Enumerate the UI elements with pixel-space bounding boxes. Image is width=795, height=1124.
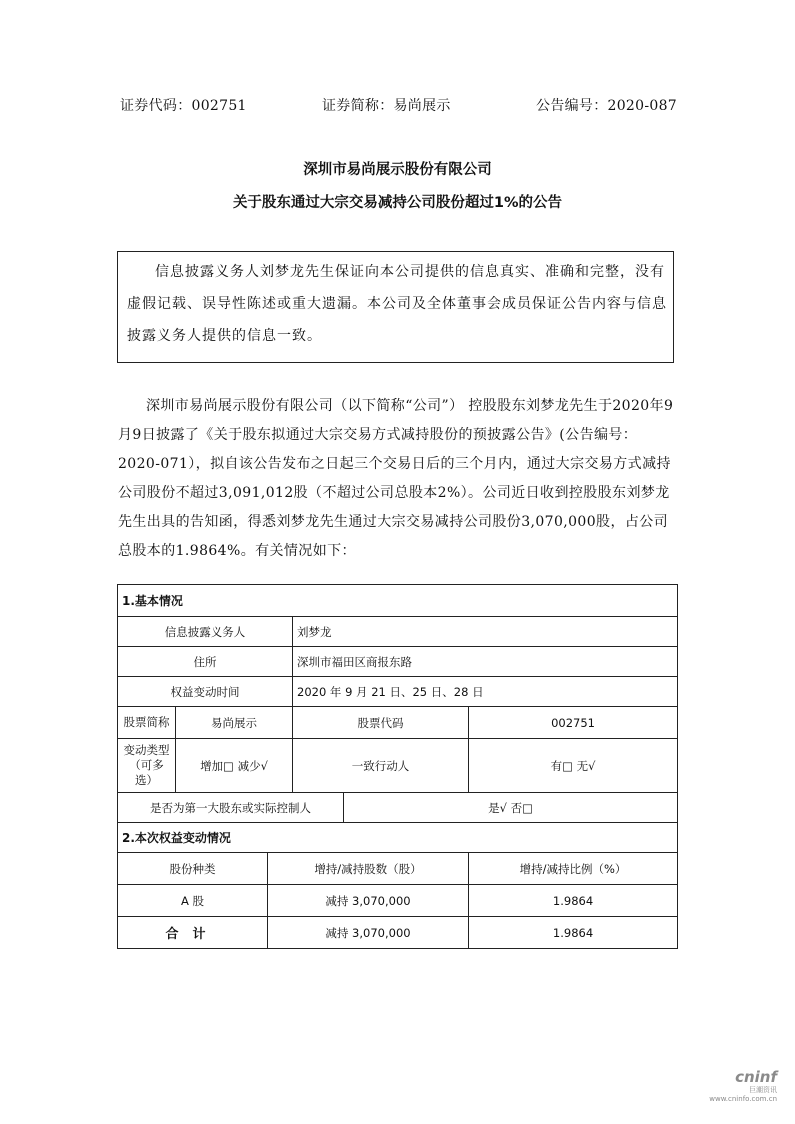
total-row <box>118 917 678 949</box>
cell-value: 刘梦龙 <box>293 617 678 647</box>
disclaimer-box: 信息披露义务人刘梦龙先生保证向本公司提供的信息真实、准确和完整，没有虚假记载、误导性陈述或重大遗漏。本公司及全体董事会成员保证公告内容与信息披露义务人提供的信息一致。 <box>117 251 674 363</box>
cell-label: 股票简称 <box>118 707 176 739</box>
section-title: 1.基本情况 <box>118 585 678 617</box>
body-paragraph: 深圳市易尚展示股份有限公司（以下简称“公司”） 控股股东刘梦龙先生于2020年9月9日披露了《关于股东拟通过大宗交易方式减持股份的预披露公告》(公告编号：2020-071），拟自该公告发布之日起三个交易日后的三个月内，通过大宗交易方式减持公司股份不超过3,091,012股（不超过公司总股本2%）。公司近日收到控股股东刘梦龙先生出具的告知函，得悉刘梦龙先生通过大宗交易减持公司股份3,070,000股，占公司总股本的1.9864%。有关情况如下： <box>118 398 674 559</box>
cell-value: 002751 <box>469 707 678 739</box>
table-row <box>118 647 678 677</box>
cell-value: 易尚展示 <box>176 707 293 739</box>
securities-abbreviation: 证券简称：易尚展示 <box>322 98 451 114</box>
announcement-number: 公告编号：2020-087 <box>536 98 677 114</box>
cell-label: 是否为第一大股东或实际控制人 <box>118 793 344 823</box>
logo-url: www.cninfo.com.cn <box>709 1095 777 1103</box>
section-header-basic <box>118 585 678 617</box>
cell-value: 深圳市福田区商报东路 <box>293 647 678 677</box>
cell-label: 住所 <box>118 647 293 677</box>
company-name: 深圳市易尚展示股份有限公司 <box>303 162 492 178</box>
logo-subtitle: 巨潮资讯 <box>749 1086 777 1094</box>
total-shares: 减持 3,070,000 <box>268 917 469 949</box>
cell-value: 有□ 无√ <box>469 739 678 793</box>
securities-code: 证券代码：002751 <box>120 98 247 114</box>
logo-mark: cninf <box>735 1068 777 1086</box>
cell-label: 信息披露义务人 <box>118 617 293 647</box>
cell-label: 股票代码 <box>293 707 469 739</box>
cell-value: A 股 <box>118 885 268 917</box>
cell-value: 1.9864 <box>469 885 678 917</box>
table-row <box>118 707 678 739</box>
table-row <box>118 885 678 917</box>
change-info-table <box>117 584 678 949</box>
total-label: 合计 <box>118 917 268 949</box>
cell-label: 变动类型（可多选） <box>118 739 176 793</box>
announcement-title: 关于股东通过大宗交易减持公司股份超过1%的公告 <box>232 195 563 211</box>
table-header-row <box>118 853 678 885</box>
section-title: 2.本次权益变动情况 <box>118 823 678 853</box>
cninfo-logo <box>709 1068 777 1104</box>
column-header: 股份种类 <box>118 853 268 885</box>
table-row <box>118 617 678 647</box>
table-row <box>118 739 678 793</box>
column-header: 增持/减持股数（股） <box>268 853 469 885</box>
cell-value: 减持 3,070,000 <box>268 885 469 917</box>
cell-value: 是√ 否□ <box>344 793 678 823</box>
total-ratio: 1.9864 <box>469 917 678 949</box>
table-row <box>118 793 678 823</box>
cell-label: 一致行动人 <box>293 739 469 793</box>
section-header-change <box>118 823 678 853</box>
cell-value: 2020 年 9 月 21 日、25 日、28 日 <box>293 677 678 707</box>
cell-value: 增加□ 减少√ <box>176 739 293 793</box>
column-header: 增持/减持比例（%） <box>469 853 678 885</box>
table-row <box>118 677 678 707</box>
cell-label: 权益变动时间 <box>118 677 293 707</box>
